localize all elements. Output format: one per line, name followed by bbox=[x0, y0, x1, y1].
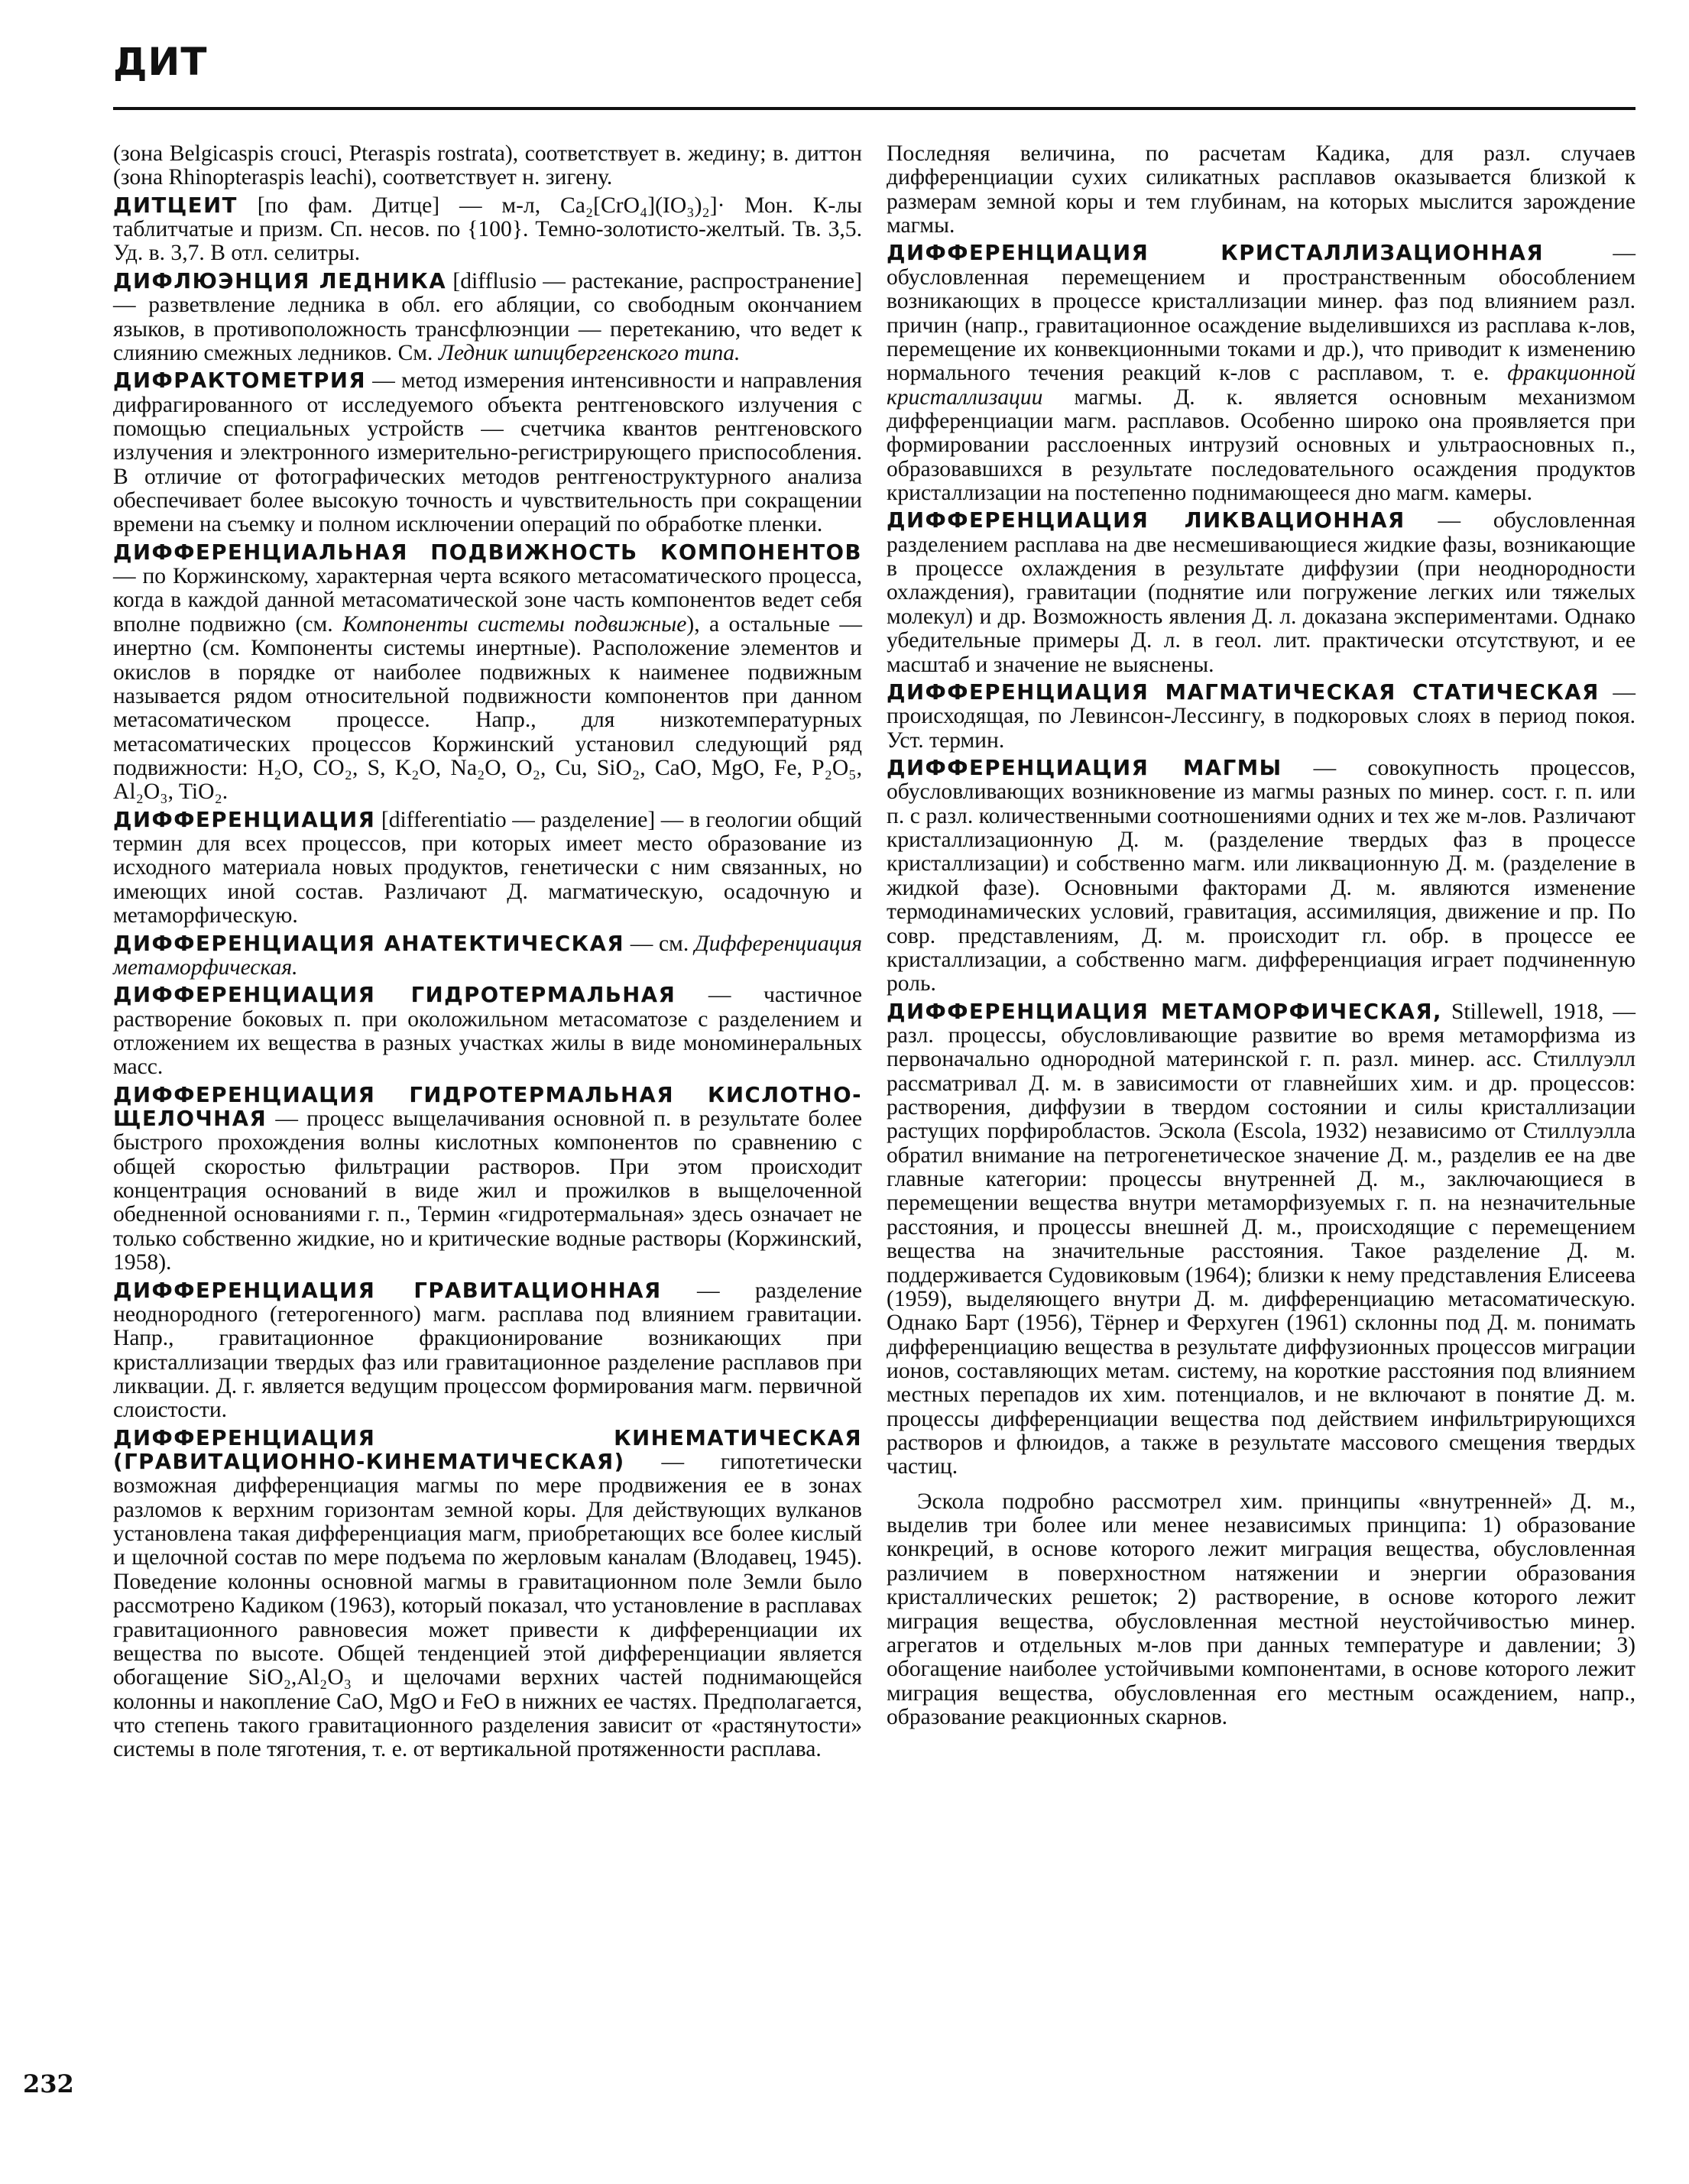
entry-body-continued: магмы. Д. к. является основным механизмом дифференциации магм. расплавов. Особенно широко она проявляется при формировании расслоенных интрузий основных и ультраосновных п., образовавшихся в результате последовательного осаждения продуктов кристаллизации на постепенно поднимающееся дно магм. камеры. bbox=[887, 384, 1636, 506]
entry-body: — по Коржинскому, характерная черта всякого метасоматического процесса, когда в каждой данной метасоматической зоне часть компонентов ведет себя вполне подвижно (см. bbox=[113, 564, 862, 637]
entry-body: — метод измерения интенсивности и направления дифрагированного от исследуемого объекта рентгеновского излучения с помощью специальных устройств — счетчика квантов рентгеновского излучения и электронного измерительно-регистрирующего приспособления. В отличие от фотографических методов рентгеноструктурного анализа обеспечивает более высокую точность и чувствительность при сокращении времени на съемку и полном исключении операций по обработке пленки. bbox=[113, 368, 862, 537]
entry-body: Stillewell, 1918, — разл. процессы, обусловливающие развитие во время метаморфизма из первоначально однородной материнской г. п. разл. минер. асс. Стиллуэлл рассматривал Д. м. в зависимости от главнейших хим. и др. процессов: растворения, диффузии в твердом состоянии и силы кристаллизации растущих порфиробластов. Эскола (Escola, 1932) независимо от Стиллуэлла обратил внимание на петрогенетическое значение Д. м., разделив ее на две главные категории: процессы внутренней Д. м., заключающиеся в перемещении вещества внутри метаморфизуемых г. п. на незначительные расстояния, и процессы внешней Д. м., происходящие с перемещением вещества на значительные расстояния. Такое разделение Д. м. поддерживается Судовиковым (1964); близки к нему представления Елисеева (1959), выделяющего внутри Д. м. дифференциацию метасоматическую. Однако Барт (1956), Тёрнер и Ферхуген (1961) склонны под Д. м. понимать дифференциацию вещества в результате диффузионных процессов миграции ионов, составляющих метам. систему, на короткие расстояния под влиянием местных перепадов их хим. потенциалов, и не включают в понятие Д. м. процессы дифференциации вещества под действием инфильтрирующихся растворов и флюидов, а также в результате массового смещения твердых частиц. bbox=[887, 999, 1636, 1479]
dictionary-entry bbox=[113, 808, 862, 928]
entry-headword: ДИФФЕРЕНЦИАЛЬНАЯ ПОДВИЖНОСТЬ КОМПОНЕНТОВ bbox=[113, 540, 862, 565]
dictionary-entry bbox=[113, 983, 862, 1079]
dictionary-entry bbox=[113, 270, 862, 365]
entry-body: [differentiatio — разделение] — в геологии общий термин для всех процессов, при которых имеет место образование из исходного материала новых продуктов, генетически с ним связанных, но имеющих иной состав. Различают Д. магматическую, осадочную и метаморфическую. bbox=[113, 807, 862, 928]
entry-body: [по фам. Дитце] — м-л, Ca₂[CrO₄](IO₃)₂]· Мон. К-лы таблитчатые и призм. Сп. несов. по {100}. Темно-золотисто-желтый. Тв. 3,5. Уд. в. 3,7. В отл. селитры. bbox=[113, 193, 862, 266]
entry-cross-reference: фракционной кристаллизации bbox=[887, 361, 1636, 410]
entry-body: — совокупность процессов, обусловливающих возникновение из магмы разных по минер. сост. г. п. или п. с разл. количественными соотношениями одних и тех же м-лов. Различают кристаллизационную Д. м. (разделение твердых фаз в процессе кристаллизации) и собственно магм. или ликвационную Д. м. (разделение в жидкой фазе). Основными факторами Д. м. являются изменение термодинамических условий, гравитация, ассимиляция, движение и пр. По совр. представлениям, Д. м. происходит гл. обр. в процессе ее кристаллизации, а собственно магм. дифференциация играет подчиненную роль. bbox=[887, 755, 1636, 996]
page-number: 232 bbox=[23, 2069, 74, 2098]
dictionary-entry bbox=[887, 142, 1636, 238]
entry-headword: ДИФФЕРЕНЦИАЦИЯ bbox=[113, 807, 376, 832]
entry-headword: ДИФФЕРЕНЦИАЦИЯ КИНЕМАТИЧЕСКАЯ (ГРАВИТАЦИОННО-КИНЕМАТИЧЕСКАЯ) bbox=[113, 1425, 862, 1475]
dictionary-entry bbox=[887, 241, 1636, 505]
entry-body: Последняя величина, по расчетам Кадика, для разл. случаев дифференциации сухих силикатных расплавов оказывается близкой к размерам земной коры и тем глубинам, на которых мыслится зарождение магмы. bbox=[887, 141, 1636, 238]
dictionary-entry bbox=[113, 1084, 862, 1275]
entry-headword: ДИФФЕРЕНЦИАЦИЯ ЛИКВАЦИОННАЯ bbox=[887, 508, 1405, 533]
entry-headword: ДИФФЕРЕНЦИАЦИЯ МАГМАТИЧЕСКАЯ СТАТИЧЕСКАЯ bbox=[887, 679, 1600, 705]
entry-body: — процесс выщелачивания основной п. в результате более быстрого прохождения волны кислотных компонентов по сравнению с общей скоростью фильтрации растворов. При этом происходит концентрация оснований в виде жил и прожилков в выщелоченной обедненной основаниями г. п., Термин «гидротермальная» здесь означает не только собственно жидкие, но и критические водные растворы (Коржинский, 1958). bbox=[113, 1107, 862, 1275]
dictionary-entry bbox=[113, 1427, 862, 1762]
entry-headword: ДИФФЕРЕНЦИАЦИЯ ГРАВИТАЦИОННАЯ bbox=[113, 1278, 662, 1303]
running-head: ДИТ bbox=[113, 40, 208, 84]
entry-body: — обусловленная разделением расплава на две несмешивающиеся жидкие фазы, возникающие в процессе охлаждения в результате диффузии (при неоднородности охлаждения), гравитации (поднятие или погружение легких или тяжелых молекул) и др. Возможность явления Д. л. доказана экспериментами. Однако убедительные примеры Д. л. в геол. лит. практически отсутствуют, и ее масштаб и значение не выяснены. bbox=[887, 508, 1636, 677]
entry-headword: ДИФФЕРЕНЦИАЦИЯ МАГМЫ bbox=[887, 755, 1282, 780]
dictionary-entry bbox=[113, 932, 862, 980]
dictionary-entry bbox=[887, 1000, 1636, 1479]
entry-headword: ДИТЦЕИТ bbox=[113, 193, 238, 218]
dictionary-entry bbox=[887, 1490, 1636, 1730]
entry-body-continued: ), а остальные — инертно (см. Компоненты системы инертные). Расположение элементов и окислов в порядке от наиболее подвижных к наименее подвижным называется рядом относительной подвижности компонентов при данном метасоматическом процессе. Напр., для низкотемпературных метасоматических процессов Коржинский установил следующий ряд подвижности: H₂O, CO₂, S, K₂O, Na₂O, O₂, Cu, SiO₂, CaO, MgO, Fe, P₂O₅, Al₂O₃, TiO₂. bbox=[113, 611, 863, 805]
entry-headword: ДИФЛЮЭНЦИЯ ЛЕДНИКА bbox=[113, 268, 447, 293]
entry-headword: ДИФРАКТОМЕТРИЯ bbox=[113, 368, 367, 394]
right-column bbox=[887, 142, 1636, 1733]
entry-body: — частичное растворение боковых п. при околожильном метасоматозе с разделением и отложением их вещества в разных участках жилы в виде мономинеральных масс. bbox=[113, 983, 862, 1080]
dictionary-entry bbox=[113, 142, 862, 190]
entry-body: — гипотетически возможная дифференциация магмы по мере продвижения ее в зонах разломов к верхним горизонтам земной коры. Для действующих вулканов установлена такая дифференциация магм, приобретающих все более кислый и щелочной состав по мере подъема по жерловым каналам (Влодавец, 1945). Поведение колонны основной магмы в гравитационном поле Земли было рассмотрено Кадиком (1963), который показал, что установление в расплавах гравитационного равновесия может привести к дифференциации их вещества по высоте. Общей тенденцией этой дифференциации является обогащение SiO₂,Al₂O₃ и щелочами верхних частей поднимающейся колонны и накопление CaO, MgO и FeO в нижних ее частях. Предполагается, что степень такого гравитационного разделения зависит от «растянутости» системы в поле тяготения, т. е. от вертикальной протяженности расплава. bbox=[113, 1450, 862, 1762]
dictionary-entry bbox=[887, 681, 1636, 753]
entry-cross-reference: Дифференциация метаморфическая. bbox=[113, 931, 862, 980]
entry-body: Эскола подробно рассмотрел хим. принципы «внутренней» Д. м., выделив три более или менее независимых принципа: 1) образование конкреций, в основе которого лежит миграция вещества, обусловленная различием в поверхностном натяжении и энергии образования кристаллических решеток; 2) растворение, в основе которого лежит миграция вещества, обусловленная местной неустойчивостью минер. агрегатов и отдельных м-лов при данных температуре и давлении; 3) обогащение наиболее устойчивыми компонентами, в основе которого лежит миграция вещества, обусловленная его местным осаждением, напр., образование реакционных скарнов. bbox=[887, 1489, 1636, 1729]
entry-headword: ДИФФЕРЕНЦИАЦИЯ КРИСТАЛЛИЗАЦИОННАЯ bbox=[887, 241, 1545, 266]
entry-headword: ДИФФЕРЕНЦИАЦИЯ МЕТАМОРФИЧЕСКАЯ, bbox=[887, 999, 1442, 1024]
header-rule bbox=[113, 107, 1636, 110]
dictionary-entry bbox=[113, 369, 862, 537]
entry-headword: ДИФФЕРЕНЦИАЦИЯ ГИДРОТЕРМАЛЬНАЯ КИСЛОТНО-ЩЕЛОЧНАЯ bbox=[113, 1082, 862, 1132]
dictionary-entry bbox=[113, 1279, 862, 1423]
entry-headword: ДИФФЕРЕНЦИАЦИЯ АНАТЕКТИЧЕСКАЯ bbox=[113, 931, 625, 956]
entry-body: — происходящая, по Левинсон-Лессингу, в подкоровых слоях в период покоя. Уст. термин. bbox=[887, 679, 1636, 753]
entry-body: — обусловленная перемещением и пространственным обособлением возникающих в процессе кристаллизации минер. фаз под влиянием разл. причин (напр., гравитационное осаждение выделившихся из расплава к-лов, перемещение их конвекционными токами и др.), что приводит к изменению нормального течения реакций к-лов с расплавом, т. е. bbox=[887, 241, 1636, 386]
entry-body: (зона Belgicaspis crouci, Pteraspis rostrata), соответствует в. жедину; в. диттон (зона Rhinopteraspis leachi), соответствует н. зигену. bbox=[113, 141, 862, 190]
dictionary-entry bbox=[113, 194, 862, 266]
dictionary-entry bbox=[113, 541, 862, 805]
entry-body: — см. bbox=[624, 931, 695, 956]
left-column bbox=[113, 142, 862, 1766]
dictionary-entry bbox=[887, 509, 1636, 677]
dictionary-entry bbox=[887, 757, 1636, 996]
entry-cross-reference: Компоненты системы подвижные bbox=[342, 611, 687, 637]
entry-body: — разделение неоднородного (гетерогенного) магм. расплава под влиянием гравитации. Напр., гравитационное фракционирование возникающих при кристаллизации твердых фаз или гравитационное разделение расплавов при ликвации. Д. г. является ведущим процессом формирования магм. первичной слоистости. bbox=[113, 1278, 862, 1423]
entry-cross-reference: Ледник шпицбергенского типа. bbox=[438, 340, 741, 365]
entry-headword: ДИФФЕРЕНЦИАЦИЯ ГИДРОТЕРМАЛЬНАЯ bbox=[113, 983, 676, 1008]
entry-body: [difflusio — растекание, распространение] — разветвление ледника в обл. его абляции, со свободным окончанием языков, в противоположность трансфлюэнции — перетеканию, что ведет к слиянию смежных ледников. См. bbox=[113, 268, 862, 365]
